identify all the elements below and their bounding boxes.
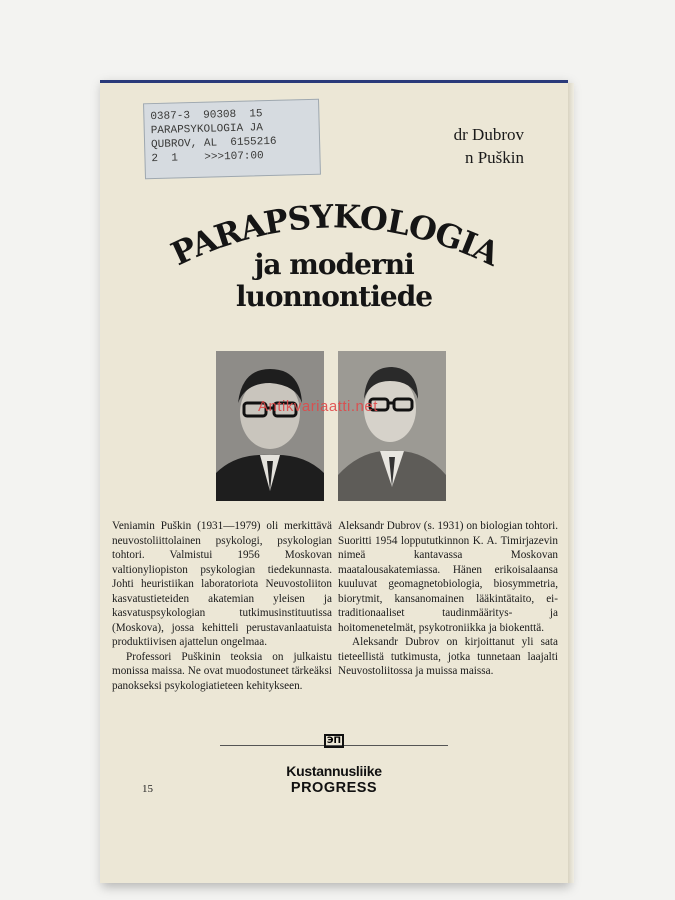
author-names <box>324 123 524 169</box>
label-line: 0387-3 90308 15 <box>150 108 263 124</box>
publisher-logo: ЭП <box>324 734 344 748</box>
bio-paragraph: Professori Puškinin teoksia on julkaistu monissa maissa. Ne ovat muodostuneet tärkeäksi panokseksi psykologiatieteen kehitykseen. <box>112 650 332 692</box>
bio-paragraph: Aleksandr Dubrov on kirjoittanut yli sata tieteellistä tutkimusta, jotka tunnetaan laajalti Neuvostoliitossa ja muissa maissa. <box>338 636 558 677</box>
label-line: 2 1 >>>107:00 <box>151 150 264 166</box>
publisher-name <box>224 763 444 797</box>
subtitle-line: ja moderni <box>254 248 414 281</box>
label-line: QUBROV, AL 6155216 <box>150 135 277 152</box>
watermark: Antikvariaatti.net <box>258 398 378 415</box>
subtitle-line: luonnontiede <box>235 280 433 313</box>
bio-paragraph: Aleksandr Dubrov (s. 1931) on biologian tohtori. Suoritti 1954 loppututkinnon K. A. Timirjazevin nimeä kantavassa Moskovan maatalousakatemiassa. Hänen erikoisalaansa kuuluvat geomagnetobiologia, biosymmetria, biorytmit, kansanomainen lääkintätaito, ei-traditionaaliset taudinmääritys- ja hoitomenetelmät, psykotroniikka ja biokenttä. <box>338 520 558 634</box>
photo-dubrov <box>338 351 446 501</box>
label-line: PARAPSYKOLOGIA JA <box>150 122 264 138</box>
page-number: 15 <box>142 783 153 795</box>
library-sticker <box>143 99 321 180</box>
book-back-cover <box>100 80 568 883</box>
title-text: PARAPSYKOLOGIA <box>165 197 505 274</box>
cover-edge <box>568 83 574 883</box>
bio-puskin <box>112 519 332 693</box>
author-puskin: n Puškin <box>464 148 524 167</box>
bio-paragraph: Veniamin Puškin (1931—1979) oli merkittävä neuvostoliittolainen psykologi, psykologian tohtori. Valmistui 1956 Moskovan valtionyliopiston psykologian tiedekunnasta. Johti heuristiikan laboratoriota Neuvostoliiton kasvatustieteiden akatemian yleisen ja kasvatuspsykologian tutkimusinstituutissa (Moskova), jossa kehitteli perustavanlaatuista produktiivisen ajattelun ongelmaa. <box>112 520 332 648</box>
bio-dubrov <box>338 519 558 679</box>
author-dubrov: dr Dubrov <box>453 125 524 144</box>
photo-puskin <box>216 351 324 501</box>
publisher-line: Kustannusliike <box>286 763 382 779</box>
book-subtitle <box>224 249 444 313</box>
publisher-line: PROGRESS <box>290 780 378 796</box>
